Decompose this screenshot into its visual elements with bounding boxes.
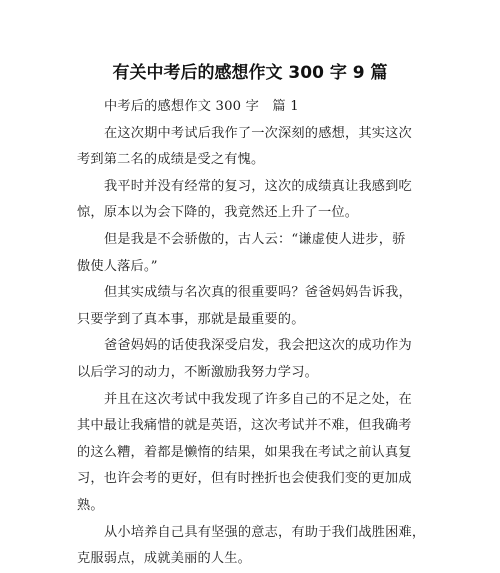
paragraph <box>77 227 427 280</box>
paragraph <box>77 520 427 573</box>
paragraph-line: 克服弱点，成就美丽的人生。 <box>77 551 252 567</box>
paragraph <box>77 387 427 520</box>
document-title: 有关中考后的感想作文 300 字 9 篇 <box>112 63 388 83</box>
paragraph-line: 傲使人落后。” <box>77 258 158 274</box>
paragraph-line: 爸爸妈妈的话使我深受启发，我会把这次的成功作为 <box>104 338 412 354</box>
paragraph-line: 在这次期中考试后我作了一次深刻的感想，其实这次 <box>104 125 412 141</box>
paragraph <box>77 121 427 174</box>
paragraph-line: 其中最让我痛惜的就是英语，这次考试并不难，但我确考 <box>77 418 412 434</box>
paragraph-line: 熟。 <box>77 497 104 513</box>
paragraph-line: 中考后的感想作文 300 字 篇 1 <box>104 99 299 114</box>
paragraph-line: 以后学习的动力，不断激励我努力学习。 <box>77 364 318 380</box>
paragraph <box>77 333 427 386</box>
document-body <box>77 94 427 573</box>
paragraph <box>77 174 427 227</box>
paragraph-line: 只要学到了真本事，那就是最重要的。 <box>77 311 305 327</box>
paragraph-line: 惊，原本以为会下降的，我竟然还上升了一位。 <box>77 205 359 221</box>
paragraph-line: 但是我是不会骄傲的，古人云：“谦虚使人进步，骄 <box>104 231 406 247</box>
paragraph-line: 但其实成绩与名次真的很重要吗？爸爸妈妈告诉我， <box>104 285 412 301</box>
paragraph-line: 的这么糟，着都是懒惰的结果，如果我在考试之前认真复 <box>77 444 412 460</box>
paragraph-heading <box>77 94 427 121</box>
paragraph <box>77 280 427 333</box>
paragraph-line: 习，也许会考的更好，但有时挫折也会使我们变的更加成 <box>77 471 412 487</box>
paragraph-line: 考到第二名的成绩是受之有愧。 <box>77 152 265 168</box>
paragraph-line: 我平时并没有经常的复习，这次的成绩真让我感到吃 <box>104 178 412 194</box>
paragraph-line: 并且在这次考试中我发现了许多自己的不足之处，在 <box>104 391 412 407</box>
paragraph-line: 从小培养自己具有坚强的意志，有助于我们战胜困难， <box>104 524 426 540</box>
